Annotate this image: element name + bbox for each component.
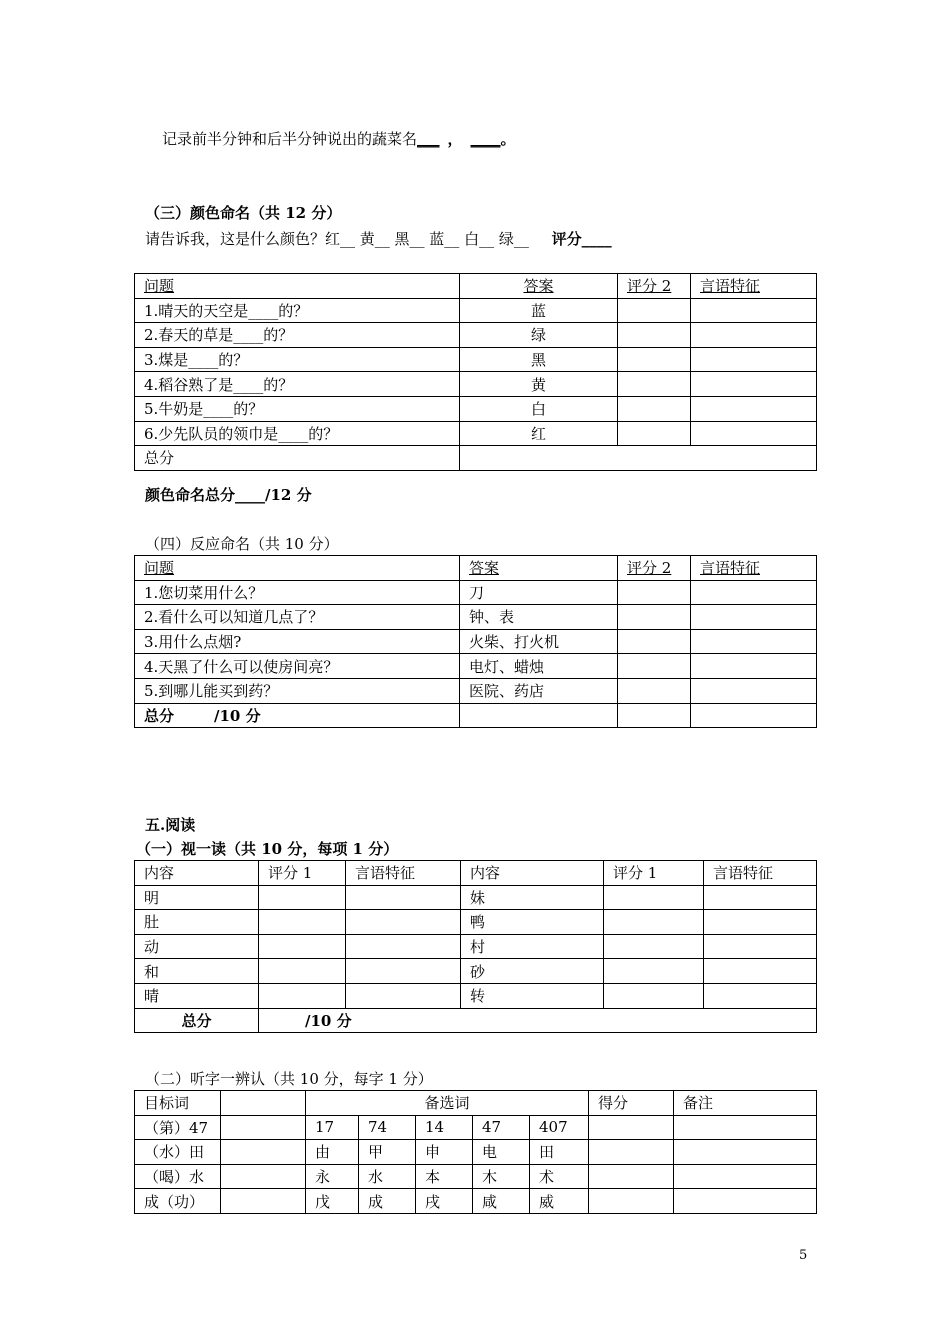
- score-cell[interactable]: [604, 934, 704, 959]
- intro-prefix: 记录前半分钟和后半分钟说出的蔬菜名: [162, 130, 418, 148]
- speech-cell[interactable]: [691, 372, 817, 397]
- option-cell[interactable]: 咸: [473, 1189, 530, 1214]
- table-row: [135, 654, 817, 679]
- option-cell[interactable]: 威: [530, 1189, 589, 1214]
- table-row: [135, 910, 817, 935]
- speech-cell[interactable]: [691, 421, 817, 446]
- score-cell[interactable]: [618, 372, 691, 397]
- color-table: [134, 273, 817, 471]
- answer-cell: 红: [460, 421, 618, 446]
- answer-cell: 黄: [460, 372, 618, 397]
- intro-sep: ，: [447, 130, 463, 148]
- total-label: 总分: [135, 1008, 259, 1033]
- header-speech: 言语特征: [346, 861, 461, 886]
- score-cell[interactable]: [618, 580, 691, 605]
- table-header-row: [135, 274, 817, 299]
- score-cell[interactable]: [259, 910, 346, 935]
- color-summary: 颜色命名总分____/12 分: [145, 486, 312, 504]
- total-label: 总分 /10 分: [135, 703, 460, 728]
- speech-cell[interactable]: [691, 580, 817, 605]
- char-cell: 转: [461, 983, 604, 1008]
- reading-sub-title: （一）视一读（共 10 分，每项 1 分）: [136, 840, 399, 858]
- question-cell: 3.煤是____的？: [135, 347, 460, 372]
- char-cell: 和: [135, 959, 259, 984]
- char-cell: 肚: [135, 910, 259, 935]
- score-cell[interactable]: [589, 1164, 674, 1189]
- option-cell[interactable]: 47: [473, 1115, 530, 1140]
- table-row: [135, 934, 817, 959]
- header-score: 评分 2: [618, 556, 691, 581]
- intro-blank-1: ___: [417, 130, 440, 148]
- question-cell: 1.晴天的天空是____的？: [135, 298, 460, 323]
- speech-cell[interactable]: [346, 910, 461, 935]
- speech-cell[interactable]: [691, 323, 817, 348]
- speech-cell[interactable]: [704, 910, 817, 935]
- char-cell: 砂: [461, 959, 604, 984]
- score-cell[interactable]: [589, 1189, 674, 1214]
- question-cell: 2.看什么可以知道几点了？: [135, 605, 460, 630]
- score-cell[interactable]: [604, 910, 704, 935]
- char-cell: 鸭: [461, 910, 604, 935]
- answer-cell: 蓝: [460, 298, 618, 323]
- speech-cell[interactable]: [704, 983, 817, 1008]
- note-cell[interactable]: [674, 1115, 817, 1140]
- option-cell[interactable]: 戊: [306, 1189, 359, 1214]
- intro-line: [162, 128, 516, 149]
- header-content: 内容: [135, 861, 259, 886]
- question-cell: 2.春天的草是____的？: [135, 323, 460, 348]
- target-cell: （第）47: [135, 1115, 221, 1140]
- speech-cell[interactable]: [691, 629, 817, 654]
- header-score: 得分: [589, 1091, 674, 1116]
- reaction-table: [134, 555, 817, 728]
- intro-blank-2: ____: [470, 130, 501, 148]
- total-suffix: /10 分: [305, 1011, 352, 1030]
- header-blank: [221, 1091, 306, 1116]
- table-row: [135, 983, 817, 1008]
- score-cell[interactable]: [618, 654, 691, 679]
- total-row: [135, 1008, 817, 1033]
- color-section-prompt: [145, 228, 612, 249]
- speech-cell[interactable]: [691, 298, 817, 323]
- header-speech: 言语特征: [691, 274, 817, 299]
- header-answer: 答案: [460, 556, 618, 581]
- option-cell[interactable]: 木: [473, 1164, 530, 1189]
- table-row: [135, 421, 817, 446]
- total-row: [135, 446, 817, 471]
- blank-cell[interactable]: [221, 1164, 306, 1189]
- option-cell[interactable]: 成: [359, 1189, 416, 1214]
- table-row: [135, 1164, 817, 1189]
- header-content: 内容: [461, 861, 604, 886]
- option-cell[interactable]: 田: [530, 1140, 589, 1165]
- table-header-row: [135, 556, 817, 581]
- header-options: 备选词: [306, 1091, 589, 1116]
- char-cell: 村: [461, 934, 604, 959]
- score-cell[interactable]: [259, 983, 346, 1008]
- answer-cell: 钟、表: [460, 605, 618, 630]
- option-cell[interactable]: 74: [359, 1115, 416, 1140]
- option-cell[interactable]: 电: [473, 1140, 530, 1165]
- blank-cell[interactable]: [221, 1189, 306, 1214]
- table-row: [135, 347, 817, 372]
- table-header-row: [135, 861, 817, 886]
- question-cell: 6.少先队员的领巾是____的？: [135, 421, 460, 446]
- total-label: 总分: [135, 446, 460, 471]
- listen-section-title: （二）听字一辨认（共 10 分，每字 1 分）: [145, 1070, 433, 1088]
- answer-cell: 白: [460, 396, 618, 421]
- score-cell[interactable]: [259, 959, 346, 984]
- table-row: [135, 1115, 817, 1140]
- intro-end: 。: [500, 130, 516, 148]
- question-cell: 5.到哪儿能买到药？: [135, 678, 460, 703]
- option-cell[interactable]: 14: [416, 1115, 473, 1140]
- score-cell[interactable]: [618, 298, 691, 323]
- table-row: [135, 885, 817, 910]
- speech-cell[interactable]: [691, 654, 817, 679]
- header-score: 评分 1: [259, 861, 346, 886]
- total-row: [135, 703, 817, 728]
- char-cell: 妹: [461, 885, 604, 910]
- answer-cell: 医院、药店: [460, 678, 618, 703]
- option-cell[interactable]: 17: [306, 1115, 359, 1140]
- color-section-title: （三）颜色命名（共 12 分）: [145, 204, 342, 222]
- score-cell[interactable]: [259, 885, 346, 910]
- note-cell[interactable]: [674, 1140, 817, 1165]
- speech-cell[interactable]: [704, 885, 817, 910]
- option-cell[interactable]: 永: [306, 1164, 359, 1189]
- option-cell[interactable]: 由: [306, 1140, 359, 1165]
- speech-cell[interactable]: [691, 605, 817, 630]
- speech-cell[interactable]: [346, 983, 461, 1008]
- answer-cell: 电灯、蜡烛: [460, 654, 618, 679]
- score-cell[interactable]: [618, 605, 691, 630]
- option-cell[interactable]: 术: [530, 1164, 589, 1189]
- blank-cell[interactable]: [221, 1115, 306, 1140]
- header-question: 问题: [135, 556, 460, 581]
- total-answer-cell[interactable]: [460, 703, 618, 728]
- char-cell: 晴: [135, 983, 259, 1008]
- score-cell[interactable]: [618, 347, 691, 372]
- color-score-label: 评分____: [551, 230, 612, 248]
- speech-cell[interactable]: [346, 959, 461, 984]
- speech-cell[interactable]: [691, 347, 817, 372]
- score-cell[interactable]: [618, 421, 691, 446]
- score-cell[interactable]: [618, 323, 691, 348]
- answer-cell: 黑: [460, 347, 618, 372]
- target-cell: （喝）水: [135, 1164, 221, 1189]
- score-cell[interactable]: [618, 396, 691, 421]
- option-cell[interactable]: 水: [359, 1164, 416, 1189]
- header-score: 评分 1: [604, 861, 704, 886]
- reading-table: [134, 860, 817, 1033]
- char-cell: 明: [135, 885, 259, 910]
- color-prompt-text: 请告诉我，这是什么颜色？红__ 黄__ 黑__ 蓝__ 白__ 绿__: [145, 230, 529, 248]
- target-cell: 成（功）: [135, 1189, 221, 1214]
- table-row: [135, 1140, 817, 1165]
- total-speech-cell[interactable]: [691, 703, 817, 728]
- question-cell: 1.您切菜用什么？: [135, 580, 460, 605]
- option-cell[interactable]: 407: [530, 1115, 589, 1140]
- header-target: 目标词: [135, 1091, 221, 1116]
- header-note: 备注: [674, 1091, 817, 1116]
- table-row: [135, 298, 817, 323]
- score-cell[interactable]: [618, 629, 691, 654]
- option-cell[interactable]: 戌: [416, 1189, 473, 1214]
- note-cell[interactable]: [674, 1164, 817, 1189]
- table-row: [135, 580, 817, 605]
- score-cell[interactable]: [618, 678, 691, 703]
- speech-cell[interactable]: [691, 396, 817, 421]
- total-value-cell[interactable]: [259, 1008, 817, 1033]
- page-number: 5: [799, 1248, 808, 1263]
- blank-cell[interactable]: [221, 1140, 306, 1165]
- answer-cell: 绿: [460, 323, 618, 348]
- table-row: [135, 678, 817, 703]
- option-cell[interactable]: 申: [416, 1140, 473, 1165]
- score-cell[interactable]: [589, 1115, 674, 1140]
- speech-cell[interactable]: [346, 885, 461, 910]
- speech-cell[interactable]: [691, 678, 817, 703]
- char-cell: 动: [135, 934, 259, 959]
- question-cell: 3.用什么点烟?: [135, 629, 460, 654]
- table-header-row: [135, 1091, 817, 1116]
- score-cell[interactable]: [259, 934, 346, 959]
- table-row: [135, 959, 817, 984]
- header-score: 评分 2: [618, 274, 691, 299]
- answer-cell: 刀: [460, 580, 618, 605]
- table-row: [135, 605, 817, 630]
- score-cell[interactable]: [604, 885, 704, 910]
- option-cell[interactable]: 甲: [359, 1140, 416, 1165]
- reading-section-title: 五.阅读: [145, 816, 196, 834]
- note-cell[interactable]: [674, 1189, 817, 1214]
- score-cell[interactable]: [589, 1140, 674, 1165]
- score-cell[interactable]: [604, 983, 704, 1008]
- table-row: [135, 323, 817, 348]
- speech-cell[interactable]: [704, 959, 817, 984]
- total-value-cell[interactable]: [460, 446, 817, 471]
- listen-table: [134, 1090, 817, 1214]
- score-cell[interactable]: [604, 959, 704, 984]
- header-question: 问题: [135, 274, 460, 299]
- question-cell: 5.牛奶是____的？: [135, 396, 460, 421]
- reaction-section-title: （四）反应命名（共 10 分）: [145, 535, 339, 553]
- speech-cell[interactable]: [704, 934, 817, 959]
- table-row: [135, 629, 817, 654]
- table-row: [135, 372, 817, 397]
- header-speech: 言语特征: [704, 861, 817, 886]
- header-speech: 言语特征: [691, 556, 817, 581]
- answer-cell: 火柴、打火机: [460, 629, 618, 654]
- target-cell: （水）田: [135, 1140, 221, 1165]
- question-cell: 4.稻谷熟了是____的？: [135, 372, 460, 397]
- speech-cell[interactable]: [346, 934, 461, 959]
- header-answer: 答案: [460, 274, 618, 299]
- option-cell[interactable]: 本: [416, 1164, 473, 1189]
- question-cell: 4.天黑了什么可以使房间亮？: [135, 654, 460, 679]
- table-row: [135, 1189, 817, 1214]
- table-row: [135, 396, 817, 421]
- total-score-cell[interactable]: [618, 703, 691, 728]
